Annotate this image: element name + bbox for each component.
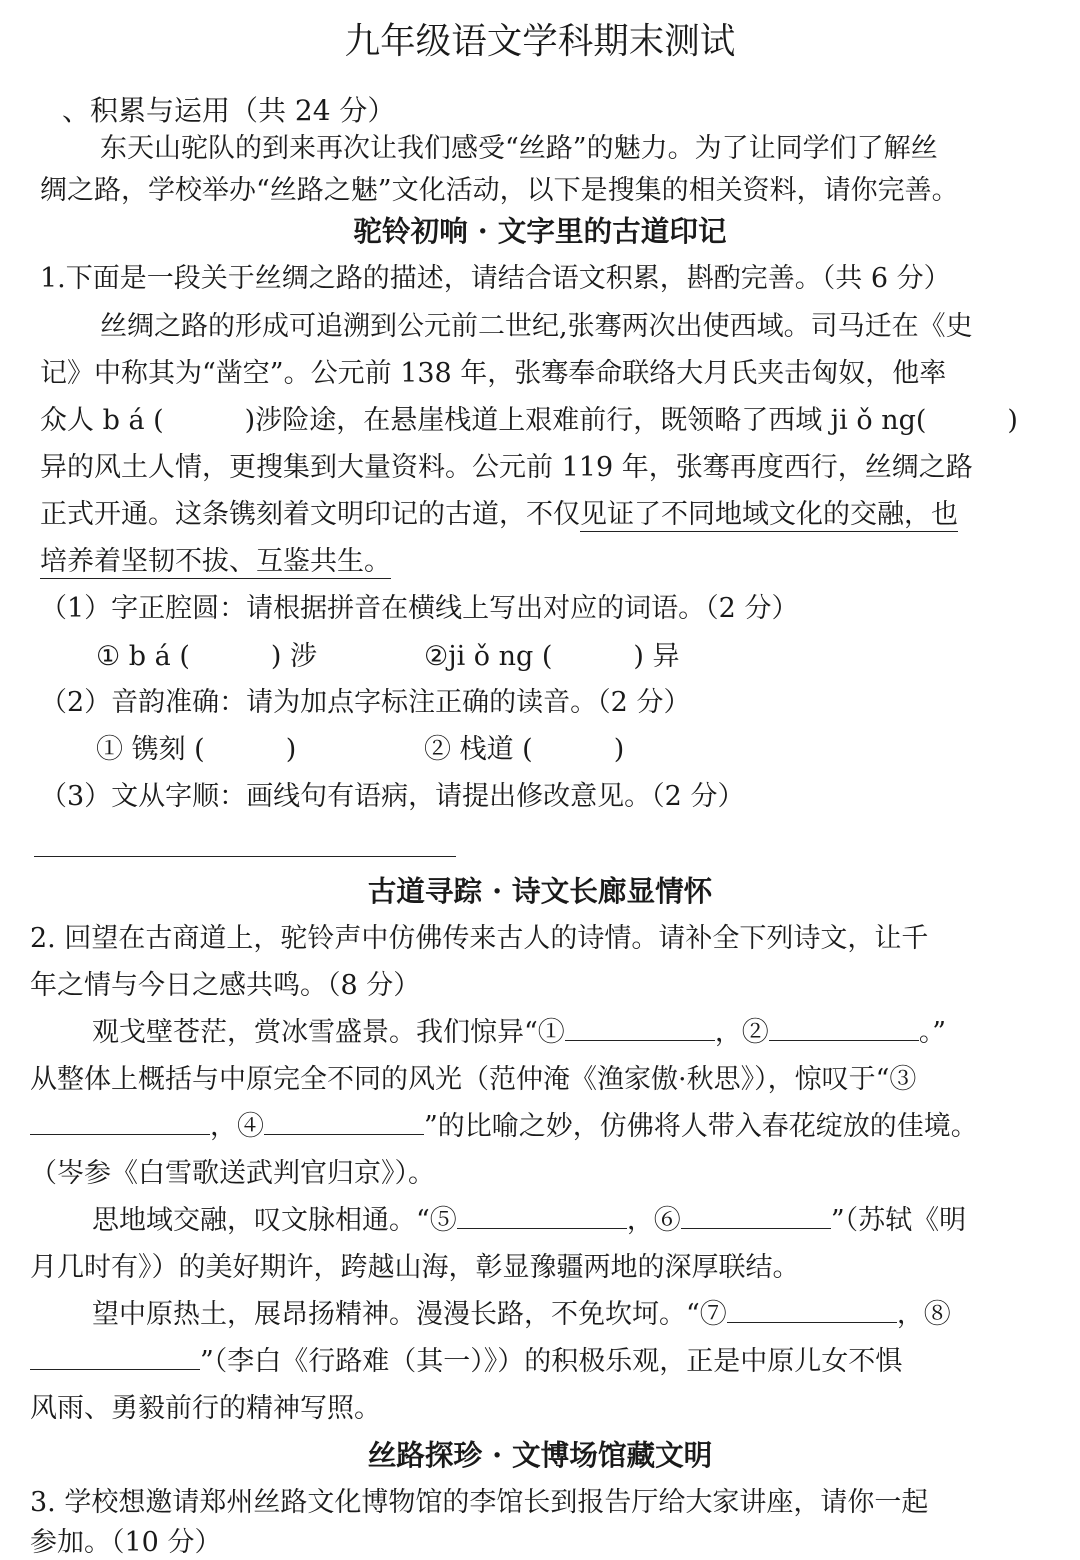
poem-para-1-line-1 <box>92 1016 946 1050</box>
exam-title: 九年级语文学科期末测试 <box>344 21 736 62</box>
question3-line-1: 3. 学校想邀请郑州丝路文化博物馆的李馆长到报告厅给大家讲座，请你一起 <box>30 1487 929 1518</box>
passage-line-5-text: 正式开通。这条镌刻着文明印记的古道，不仅 <box>40 499 580 530</box>
section3-heading: 丝路探珍 · 文博场馆藏文明 <box>367 1438 713 1472</box>
blank-8 <box>30 1345 200 1370</box>
para-1-text-c: 。” <box>918 1017 947 1048</box>
para-2-text-c: ”（苏轼《明 <box>830 1205 967 1236</box>
intro-line-2: 绸之路，学校举办“丝路之魅”文化活动，以下是搜集的相关资料，请你完善。 <box>40 175 959 206</box>
blank-3 <box>30 1110 210 1135</box>
passage-line-5 <box>40 498 958 532</box>
poem-para-2-line-1 <box>92 1204 966 1238</box>
para-3-text-a: 望中原热土，展昂扬精神。漫漫长路，不免坎坷。“⑦ <box>92 1299 727 1330</box>
section1-heading: 驼铃初响 · 文字里的古道印记 <box>353 214 727 248</box>
blank-7 <box>727 1298 897 1323</box>
poem-para-3-line-1 <box>92 1298 951 1332</box>
subquestion-2-item-2: ② 栈道 ( ) <box>424 734 625 765</box>
para-2-text-a: 思地域交融，叹文脉相通。“⑤ <box>92 1205 457 1236</box>
subquestion-3: （3）文从字顺：画线句有语病，请提出修改意见。（2 分） <box>40 781 745 812</box>
subquestion-2-item-1: ① 镌刻 ( ) <box>96 734 297 765</box>
poem-para-1-line-3 <box>30 1110 978 1144</box>
underlined-sentence-part-1: 见证了不同地域文化的交融，也 <box>580 499 958 530</box>
subquestion-2: （2）音韵准确：请为加点字标注正确的读音。（2 分） <box>40 687 691 718</box>
passage-line-4: 异的风土人情，更搜集到大量资料。公元前 119 年，张骞再度西行，丝绸之路 <box>40 452 973 483</box>
passage-line-1: 丝绸之路的形成可追溯到公元前二世纪,张骞两次出使西域。司马迁在《史 <box>100 311 973 342</box>
blank-5 <box>457 1204 627 1229</box>
para-1-text-b: ，② <box>714 1017 769 1048</box>
question1-text: 1.下面是一段关于丝绸之路的描述，请结合语文积累，斟酌完善。（共 6 分） <box>40 263 951 294</box>
blank-2 <box>769 1016 919 1041</box>
passage-line-2: 记》中称其为“凿空”。公元前 138 年，张骞奉命联络大月氏夹击匈奴，他率 <box>40 358 947 389</box>
para-1-text-a: 观戈壁苍茫，赏冰雪盛景。我们惊异“① <box>92 1017 565 1048</box>
subquestion-1: （1）字正腔圆：请根据拼音在横线上写出对应的词语。（2 分） <box>40 593 799 624</box>
poem-para-1-line-2: 从整体上概括与中原完全不同的风光（范仲淹《渔家傲·秋思》），惊叹于“③ <box>30 1064 917 1095</box>
question2-line-2: 年之情与今日之感共鸣。（8 分） <box>30 970 421 1001</box>
poem-para-3-line-2 <box>30 1345 902 1379</box>
poem-para-1-line-4: （岑参《白雪歌送武判官归京》）。 <box>30 1158 435 1189</box>
para-3-text-c: ”（李白《行路难（其一）》）的积极乐观，正是中原儿女不惧 <box>200 1346 903 1377</box>
poem-para-3-line-3: 风雨、勇毅前行的精神写照。 <box>30 1393 381 1424</box>
para-3-text-b: ，⑧ <box>896 1299 951 1330</box>
intro-line-1: 东天山驼队的到来再次让我们感受“丝路”的魅力。为了让同学们了解丝 <box>100 133 938 164</box>
blank-4 <box>264 1110 424 1135</box>
subquestion-1-item-2: ②ji ǒ ng ( ) 异 <box>424 641 680 672</box>
underlined-sentence-part-2: 培养着坚韧不拔、互鉴共生。 <box>40 546 391 577</box>
passage-line-6 <box>40 545 391 579</box>
blank-1 <box>565 1016 715 1041</box>
question2-line-1: 2. 回望在古商道上，驼铃声中仿佛传来古人的诗情。请补全下列诗文，让千 <box>30 923 929 954</box>
question3-line-2: 参加。（10 分） <box>30 1527 222 1558</box>
poem-para-2-line-2: 月几时有》）的美好期许，跨越山海，彰显豫疆两地的深厚联结。 <box>30 1252 800 1283</box>
passage-line-3: 众人 b á ( )涉险途，在悬崖栈道上艰难前行，既领略了西域 ji ǒ ng( ) <box>40 405 1018 436</box>
section2-heading: 古道寻踪 · 诗文长廊显情怀 <box>367 874 713 908</box>
para-1-text-e: ”的比喻之妙，仿佛将人带入春花绽放的佳境。 <box>424 1111 978 1142</box>
answer-blank-line <box>34 856 456 857</box>
blank-6 <box>681 1204 831 1229</box>
subquestion-1-item-1: ① b á ( ) 涉 <box>96 641 317 672</box>
part1-heading: 、积累与运用（共 24 分） <box>62 94 396 127</box>
para-1-text-d: ，④ <box>210 1111 264 1142</box>
para-2-text-b: ，⑥ <box>626 1205 681 1236</box>
